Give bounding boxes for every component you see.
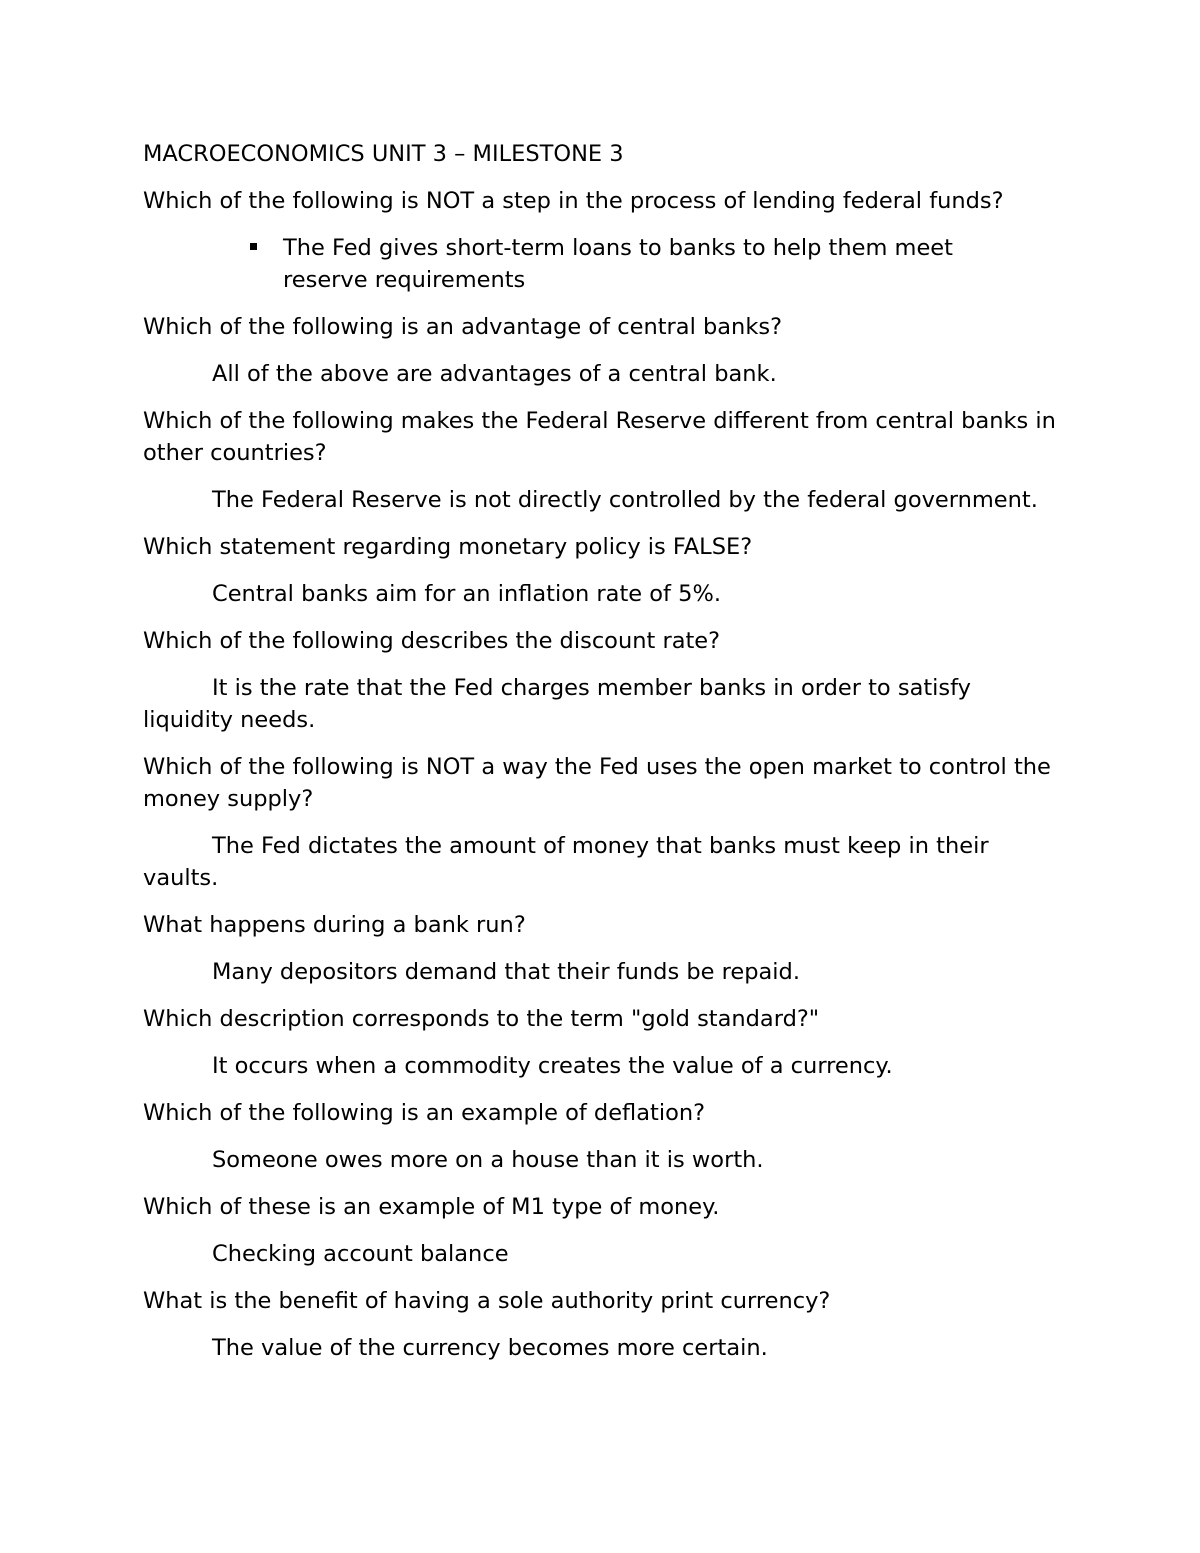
qa-item <box>143 1285 1063 1364</box>
answer-text: All of the above are advantages of a central bank. <box>212 361 777 387</box>
question-text: Which description corresponds to the term "gold standard?" <box>143 1006 820 1032</box>
answer-text: Many depositors demand that their funds be repaid. <box>212 959 800 985</box>
answer-text <box>283 232 1023 296</box>
document-title: MACROECONOMICS UNIT 3 – MILESTONE 3 <box>143 141 624 167</box>
qa-item <box>143 405 1063 516</box>
question-text: Which of the following makes the Federal Reserve different from central banks in other countries? <box>143 408 1056 466</box>
answer-text: The value of the currency becomes more certain. <box>212 1335 768 1361</box>
answer-text: Checking account balance <box>212 1241 509 1267</box>
qa-item <box>143 1191 1063 1270</box>
question-text: Which of the following is NOT a step in the process of lending federal funds? <box>143 188 1004 214</box>
answer-text: The Federal Reserve is not directly controlled by the federal government. <box>212 487 1038 513</box>
question-text: Which of the following is an advantage of central banks? <box>143 314 783 340</box>
qa-item <box>143 1003 1063 1082</box>
document-body <box>143 138 1063 1379</box>
answer-text: The Fed dictates the amount of money that banks must keep in their vaults. <box>143 833 989 891</box>
question-text: What happens during a bank run? <box>143 912 526 938</box>
question-text: Which of these is an example of M1 type of money. <box>143 1194 720 1220</box>
answer-text: Someone owes more on a house than it is worth. <box>212 1147 764 1173</box>
qa-item <box>143 311 1063 390</box>
answer-text: It occurs when a commodity creates the value of a currency. <box>212 1053 893 1079</box>
qa-item <box>143 909 1063 988</box>
question-text: Which of the following is an example of deflation? <box>143 1100 706 1126</box>
qa-item <box>143 531 1063 610</box>
answer-text: Central banks aim for an inflation rate of 5%. <box>212 581 721 607</box>
question-text: Which of the following is NOT a way the Fed uses the open market to control the money supply? <box>143 754 1051 812</box>
qa-item <box>143 1097 1063 1176</box>
question-text: Which of the following describes the discount rate? <box>143 628 721 654</box>
qa-item <box>143 751 1063 894</box>
qa-item <box>143 185 1063 296</box>
question-text: Which statement regarding monetary policy is FALSE? <box>143 534 753 560</box>
answer-text: It is the rate that the Fed charges member banks in order to satisfy liquidity needs. <box>143 675 971 733</box>
square-bullet-icon <box>250 243 257 250</box>
qa-item <box>143 625 1063 736</box>
answer-text-content: The Fed gives short-term loans to banks to help them meet reserve requirements <box>283 235 953 293</box>
question-text: What is the benefit of having a sole authority print currency? <box>143 1288 831 1314</box>
